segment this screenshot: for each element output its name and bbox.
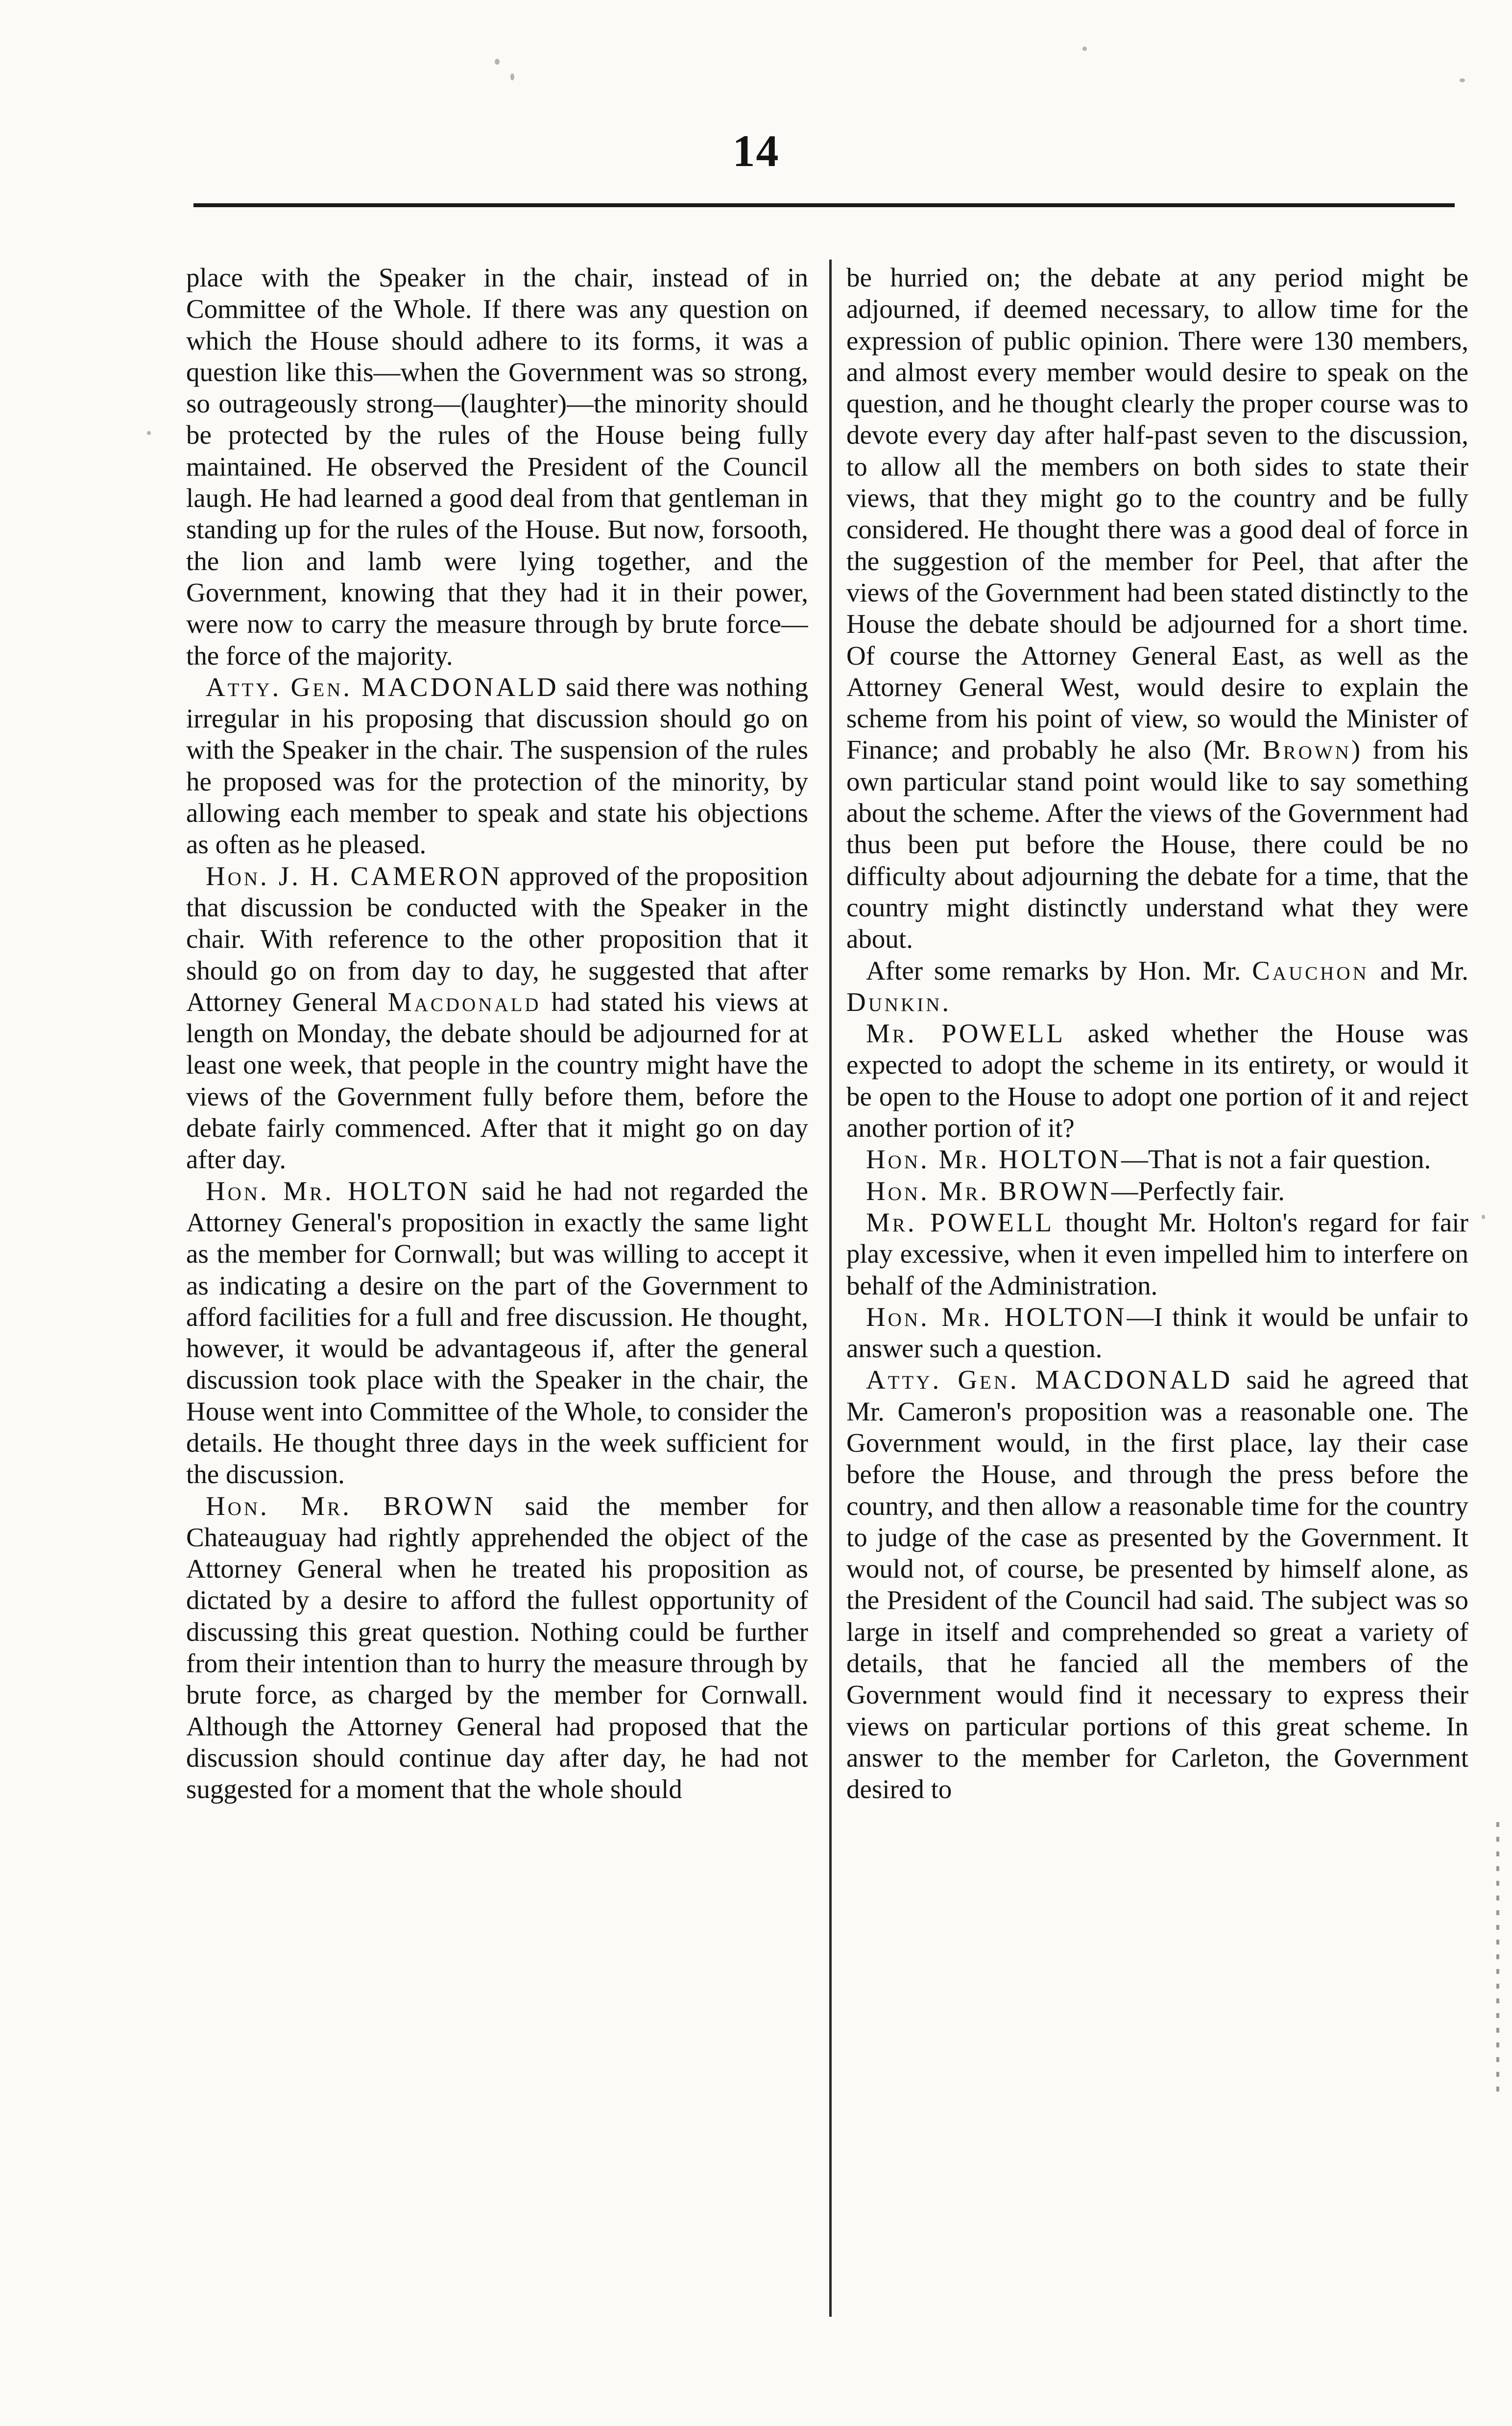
speaker-name: Mr. POWELL: [866, 1018, 1066, 1049]
paragraph-text: be hurried on; the debate at any period might be adjourned, if deemed necessary, to allow time for the expression of public opinion. There were 130 members, and almost every member would desire to speak on the question, and he thought clearly the proper course was to devote every day after half-past seven to the discussion, to allow all the members on both sides to state their views, that they might go to the country and be fully considered. He thought there was a good deal of force in the suggestion of the member for Peel, that after the views of the Government had been stated distinctly to the House the debate should be adjourned for a short time. Of course the Attorney General East, as well as the Attorney General West, would desire to explain the scheme from his point of view, so would the Minister of Finance; and probably he also (Mr.: [846, 263, 1468, 765]
paragraph: [186, 672, 808, 861]
paragraph: [186, 262, 808, 672]
scan-speck: [1082, 47, 1087, 51]
paragraph-text: .: [942, 986, 949, 1017]
speaker-name: Atty. Gen. MACDONALD: [206, 672, 559, 702]
speaker-name: Hon. J. H. CAMERON: [206, 861, 503, 891]
right-column: [846, 262, 1468, 2290]
paragraph: [846, 1364, 1468, 1805]
paragraph-text: —Perfectly fair.: [1111, 1176, 1285, 1206]
paragraph-text: had stated his views at length on Monday, the debate should be adjourned for at least one week, that people in the country might have the views of the Government fully before them, before the debate fairly commenced. After that it might go on day after day.: [186, 986, 808, 1175]
paragraph: [846, 262, 1468, 955]
paragraph: [846, 1176, 1468, 1207]
speaker-name: Hon. Mr. HOLTON: [866, 1301, 1127, 1332]
paragraph-text: said he agreed that Mr. Cameron's proposition was a reasonable one. The Government would, in the first place, lay their case before the House, and through the press before the country, and then allow a reasonable time for the country to judge of the case as presented by the Government. It would not, of course, be presented by himself alone, as the President of the Council had said. The subject was so large in itself and comprehended so great a variety of details, that he fancied all the members of the Government would find it necessary to express their views on particular portions of this great scheme. In answer to the member for Carleton, the Government desired to: [846, 1365, 1468, 1804]
speaker-name: Mr. POWELL: [866, 1207, 1055, 1237]
speaker-name: Hon. Mr. BROWN: [866, 1176, 1111, 1206]
inline-name: Brown: [1263, 735, 1351, 765]
speaker-name: Hon. Mr. HOLTON: [866, 1144, 1121, 1175]
paragraph-text: asked whether the House was expected to adopt the scheme in its entirety, or would it be open to the House to adopt one portion of it and reject another portion of it?: [846, 1018, 1468, 1143]
paragraph-text: said he had not regarded the Attorney General's proposition in exactly the same light as the member for Cornwall; but was willing to accept it as indicating a desire on the part of the Government to afford facilities for a full and free discussion. He thought, however, it would be advantageous if, after the general discussion took place with the Speaker in the chair, the House went into Committee of the Whole, to consider the details. He thought three days in the week sufficient for the discussion.: [186, 1176, 808, 1489]
paragraph: [846, 1301, 1468, 1365]
paragraph-text: ) from his own particular stand point would like to say something about the scheme. After the views of the Government had thus been put before the House, there could be no difficulty about adjourning the debate for a time, that the country might distinctly understand what they were about.: [846, 735, 1468, 954]
inline-name: Macdonald: [387, 986, 541, 1017]
scan-speck: [147, 431, 151, 435]
paragraph-text: said the member for Chateauguay had rightly apprehended the object of the Attorney General when he treated his proposition as dictated by a desire to afford the fullest opportunity of discussing this great question. Nothing could be further from their intention than to hurry the measure through by brute force, as charged by the member for Cornwall. Although the Attorney General had proposed that the discussion should continue day after day, he had not suggested for a moment that the whole should: [186, 1490, 808, 1804]
paragraph-text: —That is not a fair question.: [1121, 1144, 1431, 1175]
paragraph-text: —I think it would be unfair to answer such a question.: [846, 1301, 1468, 1364]
header-rule: [193, 203, 1455, 207]
speaker-name: Hon. Mr. HOLTON: [206, 1176, 471, 1206]
paragraph: [846, 955, 1468, 1018]
column-divider: [829, 260, 832, 2317]
page-number: 14: [732, 126, 780, 176]
speaker-name: Atty. Gen. MACDONALD: [866, 1365, 1233, 1395]
paragraph-text: thought Mr. Holton's regard for fair play excessive, when it even impelled him to interfere on behalf of the Administration.: [846, 1207, 1468, 1300]
speaker-name: Hon. Mr. BROWN: [206, 1490, 496, 1521]
paragraph: [846, 1018, 1468, 1144]
inline-name: Dunkin: [846, 986, 942, 1017]
scan-speck: [1460, 78, 1465, 82]
scan-speck: [510, 73, 514, 80]
paragraph-text: place with the Speaker in the chair, instead of in Committee of the Whole. If there was any question on which the House should adhere to its forms, it was a question like this—when the Government was so strong, so outrageously strong—(laughter)—the minority should be protected by the rules of the House being fully maintained. He observed the President of the Council laugh. He had learned a good deal from that gentleman in standing up for the rules of the House. But now, forsooth, the lion and lamb were lying together, and the Government, knowing that they had it in their power, were now to carry the measure through by brute force—the force of the majority.: [186, 263, 808, 671]
paragraph: [846, 1144, 1468, 1175]
paragraph: [186, 1176, 808, 1490]
paragraph-text: approved of the proposition that discussion be conducted with the Speaker in the chair. With reference to the other proposition that it should go on from day to day, he suggested that after Attorney General: [186, 861, 808, 1017]
paragraph: [186, 1490, 808, 1805]
scan-speck: [1482, 1215, 1485, 1219]
scan-margin-mark: [1496, 1822, 1499, 2096]
left-column: [186, 262, 808, 2290]
paragraph: [846, 1207, 1468, 1301]
paragraph-text: and Mr.: [1368, 955, 1468, 985]
paragraph-text: said there was nothing irregular in his proposing that discussion should go on with the Speaker in the chair. The suspension of the rules he proposed was for the protection of the minority, by allowing each member to speak and state his objections as often as he pleased.: [186, 672, 808, 860]
scan-speck: [495, 59, 500, 65]
inline-name: Cauchon: [1252, 955, 1369, 985]
paragraph: [186, 861, 808, 1176]
paragraph-text: After some remarks by Hon. Mr.: [866, 955, 1252, 985]
